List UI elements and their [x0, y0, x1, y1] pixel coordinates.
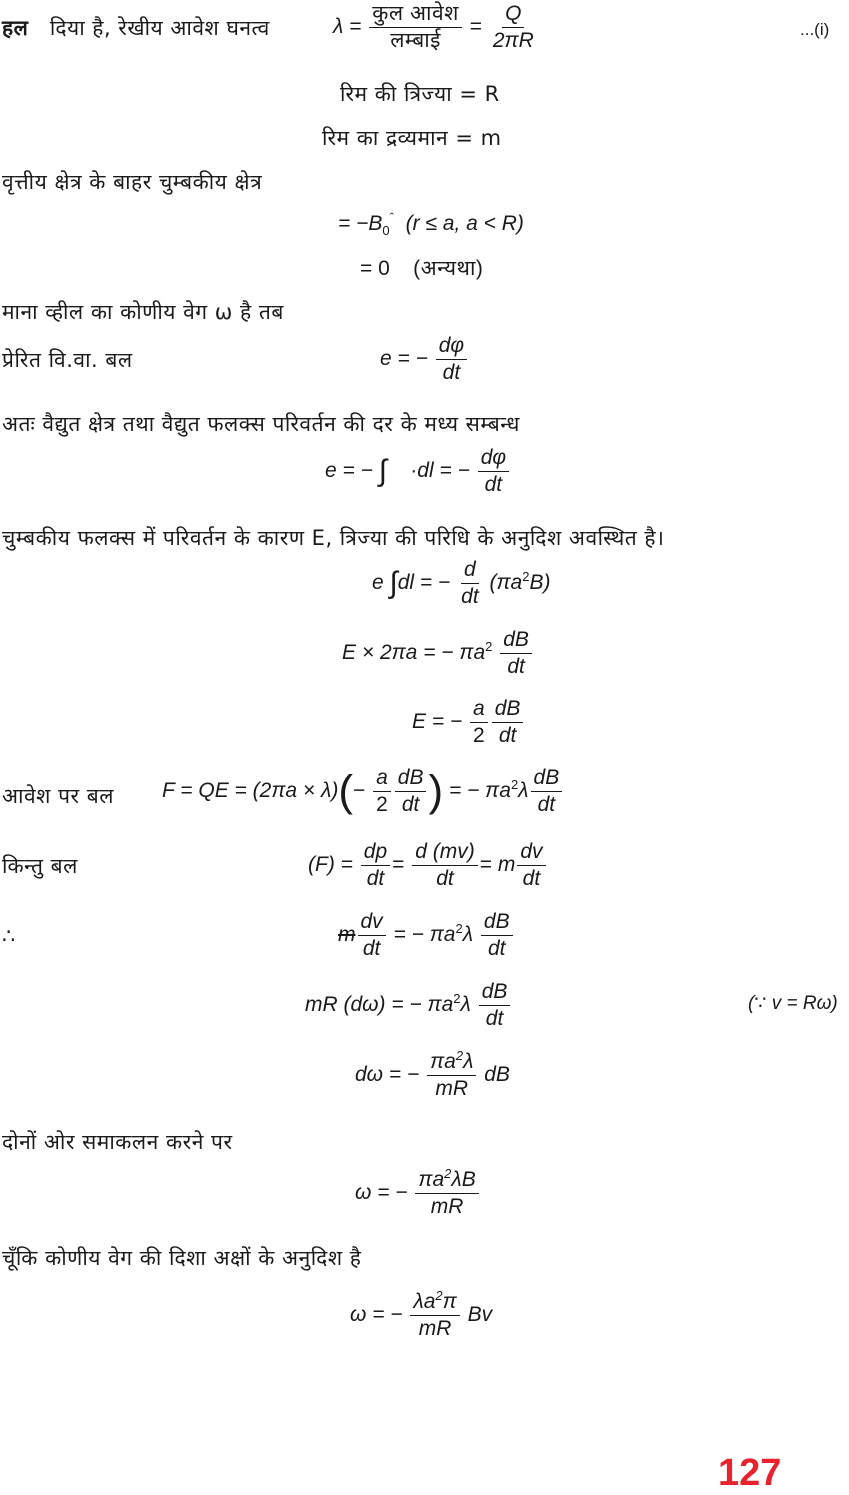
field-outside-text: वृत्तीय क्षेत्र के बाहर चुम्बकीय क्षेत्र: [2, 170, 263, 194]
therefore-symbol: ∴: [2, 925, 16, 948]
solution-heading: हल: [2, 16, 29, 40]
flux-change-text: चुम्बकीय फलक्स में परिवर्तन के कारण E, त्रिज्या की परिधि के अनुदिश अवस्थित है।: [2, 526, 665, 550]
equation-a: e ∫dl = − $\frac{d}{dt}$ $(\pi a^2B)$: [372, 558, 551, 609]
field-case-1: = $-B_0^ˆ$ (r ≤ a, a < R): [338, 210, 524, 239]
integral-symbol: ∫: [378, 454, 387, 488]
equation-b: E × 2πa = − $\pi a^2$ $\frac{dB}{dt}$: [342, 628, 534, 679]
angular-velocity-text: माना व्हील का कोणीय वेग ω है तब: [2, 300, 284, 324]
direction-text: चूँकि कोणीय वेग की दिशा अक्षों के अनुदिश है: [2, 1246, 362, 1270]
integrate-text: दोनों ओर समाकलन करने पर: [2, 1130, 233, 1154]
equation-e-note: (∵ v = Rω): [748, 993, 838, 1014]
but-force-equation: (F) = $\frac{dp}{dt}$ = $\frac{d (mv)}{dt}$ = m $\frac{dv}{dt}$: [308, 840, 548, 891]
page-number: 127: [718, 1452, 782, 1494]
equation-g: ω = − $\frac{\pi a^2\lambda B}{mR}$: [355, 1168, 481, 1219]
relation-text: अतः वैद्युत क्षेत्र तथा वैद्युत फलक्स परिवर्तन की दर के मध्य सम्बन्ध: [2, 412, 520, 436]
solution-line-1: [2, 14, 270, 42]
equation-h: ω = − $\frac{\lambda a^2\pi}{mR}$ Bv: [350, 1288, 493, 1341]
charge-density-equation: λ = $\frac{\text{कुल आवेश}}{\text{लम्बाई}}$ = $\frac{Q}{2\pi R}$: [333, 2, 539, 53]
fraction: $\frac{Q}{2\pi R}$: [492, 2, 534, 53]
fraction: $\frac{\text{कुल आवेश}}{\text{लम्बाई}}$: [369, 2, 462, 53]
equation-f: dω = − $\frac{\pi a^2\lambda}{mR}$ dB: [355, 1048, 510, 1101]
rim-mass: रिम का द्रव्यमान = m: [322, 126, 502, 150]
induced-emf-equation: e = − $\frac{d\varphi}{dt}$: [380, 334, 469, 385]
intro-text: दिया है, रेखीय आवेश घनत्व: [49, 16, 270, 40]
equation-d: m $\frac{dv}{dt}$ = − $\pi a^2\lambda$ $\frac{dB}{dt}$: [338, 910, 515, 961]
force-label: आवेश पर बल: [2, 784, 115, 808]
equation-c: E = − $\frac{a}{2}$ $\frac{dB}{dt}$: [412, 697, 525, 748]
field-case-2: = 0 (अन्यथा): [360, 257, 484, 280]
relation-equation: e = − ∫ ·dl = − $\frac{d\varphi}{dt}$: [325, 446, 511, 497]
force-equation: F = QE = (2πa × λ)(− $\frac{a}{2}$ $\frac{dB}{dt}$ ) = − $\pi a^2\lambda$ $\frac{dB}{dt}$: [162, 766, 564, 817]
equation-tag: ...(i): [800, 20, 830, 39]
rim-radius: रिम की त्रिज्या = R: [340, 82, 500, 106]
induced-emf-label: प्रेरित वि.वा. बल: [2, 348, 133, 372]
but-force-label: किन्तु बल: [2, 854, 78, 878]
equation-e: mR (dω) = − $\pi a^2\lambda$ $\frac{dB}{dt}$: [305, 980, 512, 1031]
